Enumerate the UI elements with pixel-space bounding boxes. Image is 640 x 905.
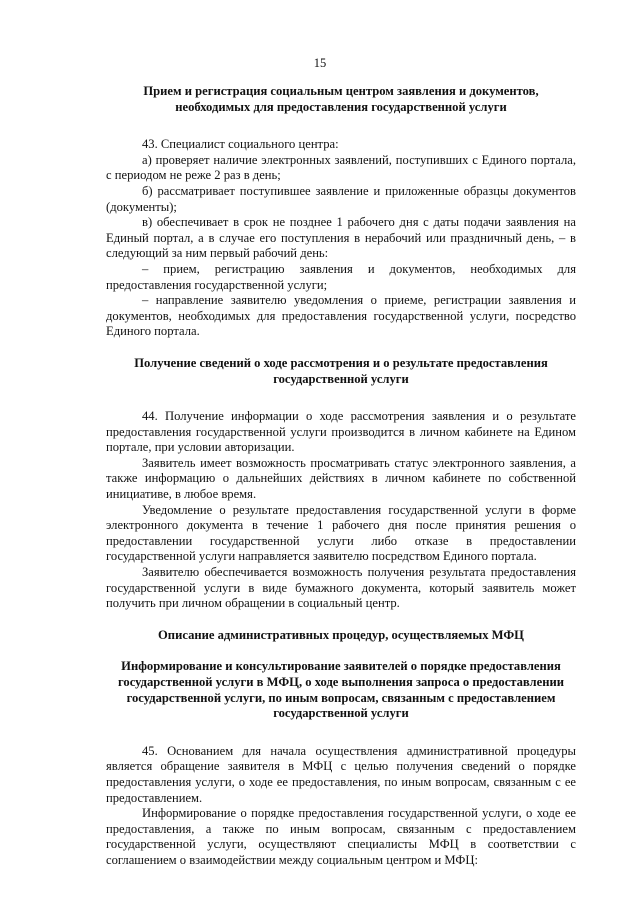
paragraph: Заявителю обеспечивается возможность получения результата предоставления государственной услуги в виде бумажного документа, который заявитель может получить при личном обращении в социальный центр. (106, 565, 576, 611)
paragraph: Уведомление о результате предоставления государственной услуги в форме электронного документа в течение 1 рабочего дня после принятия решения о предоставлении государственной услуги либо отказе в предоставлении государственной услуги направляется заявителю посредством Единого портала. (106, 502, 576, 564)
paragraph: 43. Специалист социального центра: (142, 137, 339, 152)
page-number: 15 (313, 56, 327, 70)
paragraph: 45. Основанием для начала осуществления административной процедуры является обращение заявителя в МФЦ с целью получения сведений о порядке предоставления услуги, о ходе ее предоставления, по иным вопросам, связанным с ее предоставлением. (106, 743, 576, 805)
paragraph: Заявитель имеет возможность просматривать статус электронного заявления, а также информацию о дальнейших действиях в личном кабинете по собственной инициативе, в любое время. (106, 455, 576, 502)
paragraph: Информирование о порядке предоставления государственной услуги, о ходе ее предоставления, а также по иным вопросам, связанным с предоставлением государственной услуги, осуществляют специалисты МФЦ в соответствии с соглашением о взаимодействии между социальным центром и МФЦ: (106, 806, 576, 867)
paragraph: – направление заявителю уведомления о приеме, регистрации заявления и документов, необходимых для предоставления государственной услуги, посредство Единого портала. (106, 293, 576, 339)
section-heading-mfc-procedures: Описание административных процедур, осуществляемых МФЦ (158, 627, 524, 642)
paragraph: – прием, регистрацию заявления и документов, необходимых для предоставления государственной услуги; (106, 261, 576, 292)
section-heading-registration: Прием и регистрация социальным центром заявления и документов, необходимых для предоставления государственной услуги (143, 84, 539, 114)
section-heading-status-info: Получение сведений о ходе рассмотрения и о результате предоставления государственной услуги (134, 355, 548, 386)
paragraph: в) обеспечивает в срок не позднее 1 рабочего дня с даты подачи заявления на Единый портал, а в случае его поступления в нерабочий или праздничный день, – в следующий за ним первый рабочий день: (106, 215, 576, 261)
page-content (106, 84, 576, 869)
paragraph: б) рассматривает поступившее заявление и приложенные образцы документов (документы); (106, 183, 576, 214)
paragraph: 44. Получение информации о ходе рассмотрения заявления и о результате предоставления государственной услуги производится в личном кабинете на Едином портале, при условии авторизации. (106, 409, 576, 455)
paragraph: а) проверяет наличие электронных заявлений, поступивших с Единого портала, с периодом не реже 2 раз в день; (106, 152, 576, 183)
section-heading-mfc-informing: Информирование и консультирование заявителей о порядке предоставления государственной услуги в МФЦ, о ходе выполнения запроса о предоставлении государственной услуги, по иным вопросам, связанным с предоставлением государственной услуги (118, 659, 564, 721)
